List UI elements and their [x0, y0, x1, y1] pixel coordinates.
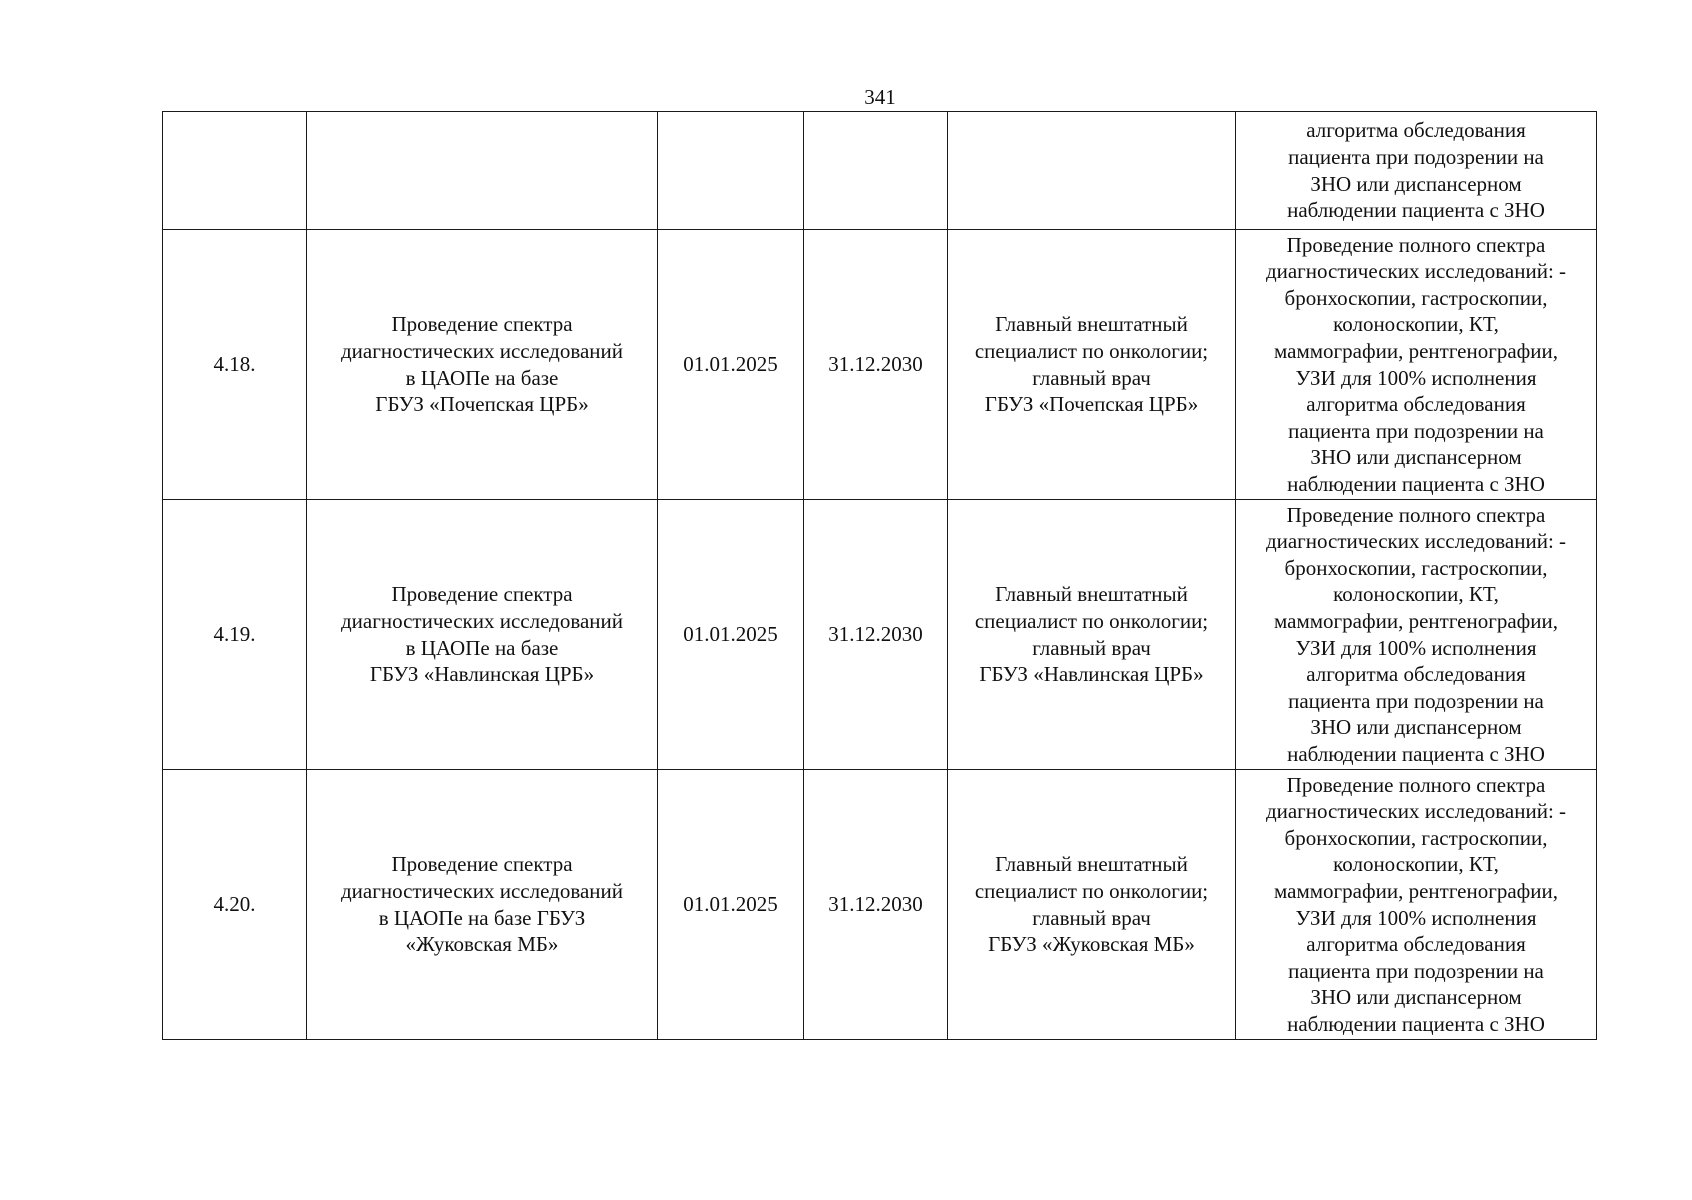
cell-start-date [658, 112, 804, 230]
table-row [163, 230, 1597, 500]
cell-end-date: 31.12.2030 [804, 500, 948, 770]
cell-activity [307, 112, 658, 230]
cell-responsible [948, 112, 1236, 230]
cell-end-date: 31.12.2030 [804, 770, 948, 1040]
cell-number [163, 112, 307, 230]
cell-activity: Проведение спектра диагностических исследований в ЦАОПе на базе ГБУЗ «Жуковская МБ» [307, 770, 658, 1040]
cell-end-date: 31.12.2030 [804, 230, 948, 500]
cell-responsible: Главный внештатный специалист по онкологии; главный врач ГБУЗ «Жуковская МБ» [948, 770, 1236, 1040]
table-row [163, 770, 1597, 1040]
cell-result: Проведение полного спектра диагностических исследований: - бронхоскопии, гастроскопии, колоноскопии, КТ, маммографии, рентгенографии, УЗИ для 100% исполнения алгоритма обследования пациента при подозрении на ЗНО или диспансерном наблюдении пациента с ЗНО [1236, 500, 1597, 770]
cell-start-date: 01.01.2025 [658, 770, 804, 1040]
cell-responsible: Главный внештатный специалист по онкологии; главный врач ГБУЗ «Почепская ЦРБ» [948, 230, 1236, 500]
cell-result: алгоритма обследования пациента при подозрении на ЗНО или диспансерном наблюдении пациента с ЗНО [1236, 112, 1597, 230]
cell-start-date: 01.01.2025 [658, 500, 804, 770]
cell-activity: Проведение спектра диагностических исследований в ЦАОПе на базе ГБУЗ «Навлинская ЦРБ» [307, 500, 658, 770]
cell-activity: Проведение спектра диагностических исследований в ЦАОПе на базе ГБУЗ «Почепская ЦРБ» [307, 230, 658, 500]
cell-number: 4.19. [163, 500, 307, 770]
cell-responsible: Главный внештатный специалист по онкологии; главный врач ГБУЗ «Навлинская ЦРБ» [948, 500, 1236, 770]
table-row-continuation [163, 112, 1597, 230]
cell-start-date: 01.01.2025 [658, 230, 804, 500]
measures-table [162, 111, 1597, 1040]
page-number: 341 [864, 85, 896, 109]
cell-result: Проведение полного спектра диагностических исследований: - бронхоскопии, гастроскопии, колоноскопии, КТ, маммографии, рентгенографии, УЗИ для 100% исполнения алгоритма обследования пациента при подозрении на ЗНО или диспансерном наблюдении пациента с ЗНО [1236, 230, 1597, 500]
cell-number: 4.18. [163, 230, 307, 500]
cell-end-date [804, 112, 948, 230]
table-row [163, 500, 1597, 770]
cell-result: Проведение полного спектра диагностических исследований: - бронхоскопии, гастроскопии, колоноскопии, КТ, маммографии, рентгенографии, УЗИ для 100% исполнения алгоритма обследования пациента при подозрении на ЗНО или диспансерном наблюдении пациента с ЗНО [1236, 770, 1597, 1040]
cell-number: 4.20. [163, 770, 307, 1040]
